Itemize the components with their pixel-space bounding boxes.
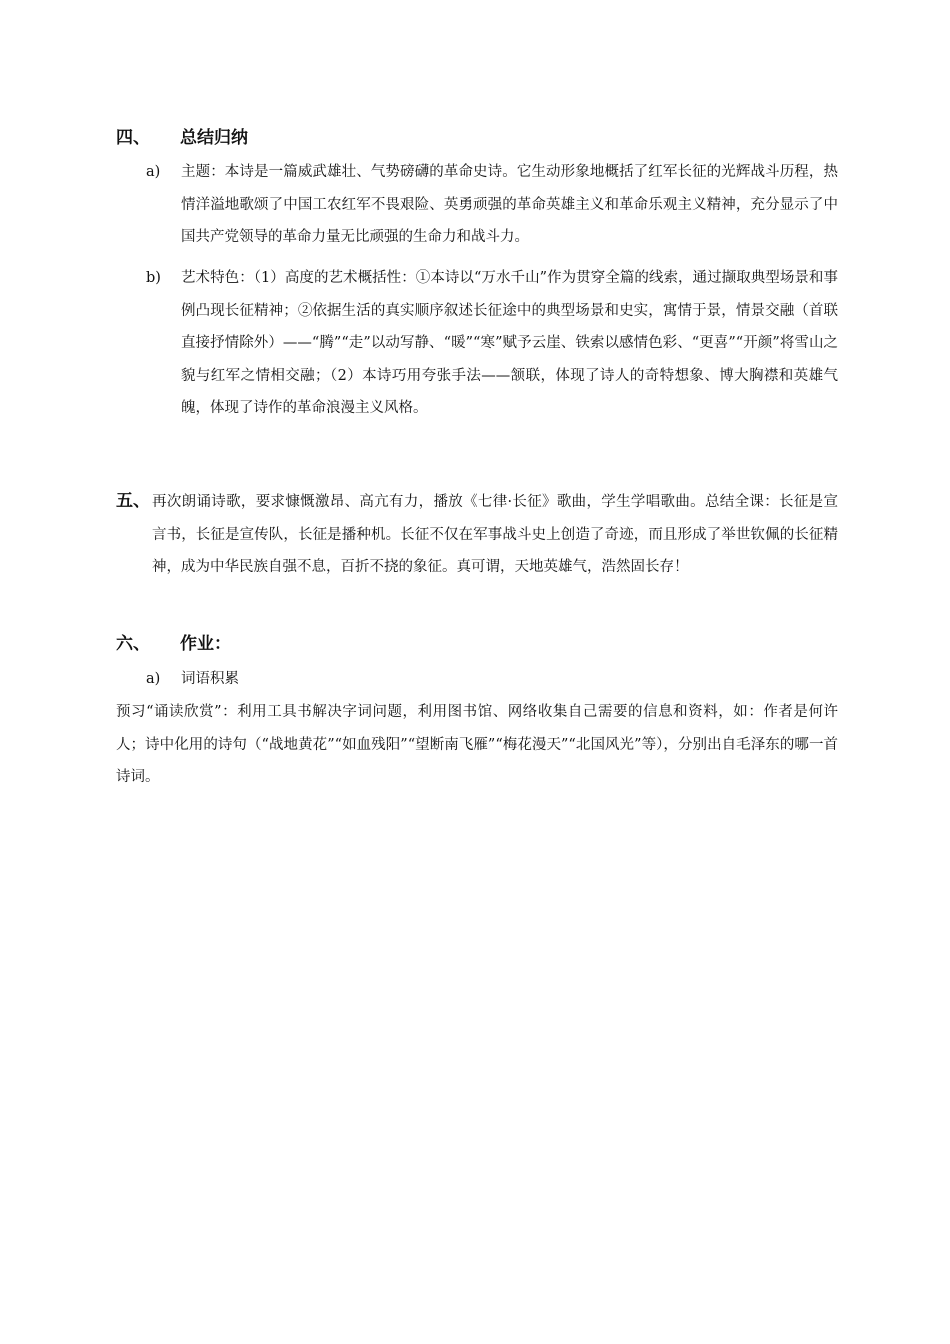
item-6a-text: 词语积累 [181, 671, 239, 687]
section-5-text: 再次朗诵诗歌，要求慷慨激昂、高亢有力，播放《七律·长征》歌曲，学生学唱歌曲。总结全课：长征是宣言书，长征是宣传队，长征是播种机。长征不仅在军事战斗史上创造了奇迹，而且形成了举世钦佩的长征精神，成为中华民族自强不息，百折不挠的象征。真可谓，天地英雄气，浩然固长存！ [152, 494, 838, 575]
section-5 [116, 485, 838, 584]
section-4-heading [116, 126, 248, 150]
item-4a-text: 主题：本诗是一篇威武雄壮、气势磅礴的革命史诗。它生动形象地概括了红军长征的光辉战斗历程，热情洋溢地歌颂了中国工农红军不畏艰险、英勇顽强的革命英雄主义和革命乐观主义精神，充分显示了中国共产党领导的革命力量无比顽强的生命力和战斗力。 [181, 164, 838, 245]
section-6-heading [116, 632, 231, 656]
item-4a-marker: a) [146, 164, 161, 180]
section-5-number: 五、 [116, 491, 150, 511]
section-4-number: 四、 [116, 128, 150, 148]
section-4-title: 总结归纳 [180, 128, 248, 148]
section-6-number: 六、 [116, 634, 150, 654]
section-6-title: 作业： [180, 634, 231, 654]
homework-paragraph: 预习“诵读欣赏”：利用工具书解决字词问题，利用图书馆、网络收集自己需要的信息和资料，如：作者是何许人；诗中化用的诗句（“战地黄花”“如血残阳”“望断南飞雁”“梅花漫天”“北国风光”等），分别出自毛泽东的哪一首诗词。 [116, 704, 838, 785]
item-4b-marker: b) [146, 270, 161, 286]
item-4b-text: 艺术特色：（1）高度的艺术概括性：①本诗以“万水千山”作为贯穿全篇的线索，通过撷取典型场景和事例凸现长征精神；②依据生活的真实顺序叙述长征途中的典型场景和史实，寓情于景，情景交融（首联直接抒情除外）——“腾”“走”以动写静、“暖”“寒”赋予云崖、铁索以感情色彩、“更喜”“开颜”将雪山之貌与红军之情相交融；（2）本诗巧用夸张手法——颔联，体现了诗人的奇特想象、博大胸襟和英雄气魄，体现了诗作的革命浪漫主义风格。 [181, 270, 838, 416]
item-6a-marker: a) [146, 671, 161, 687]
